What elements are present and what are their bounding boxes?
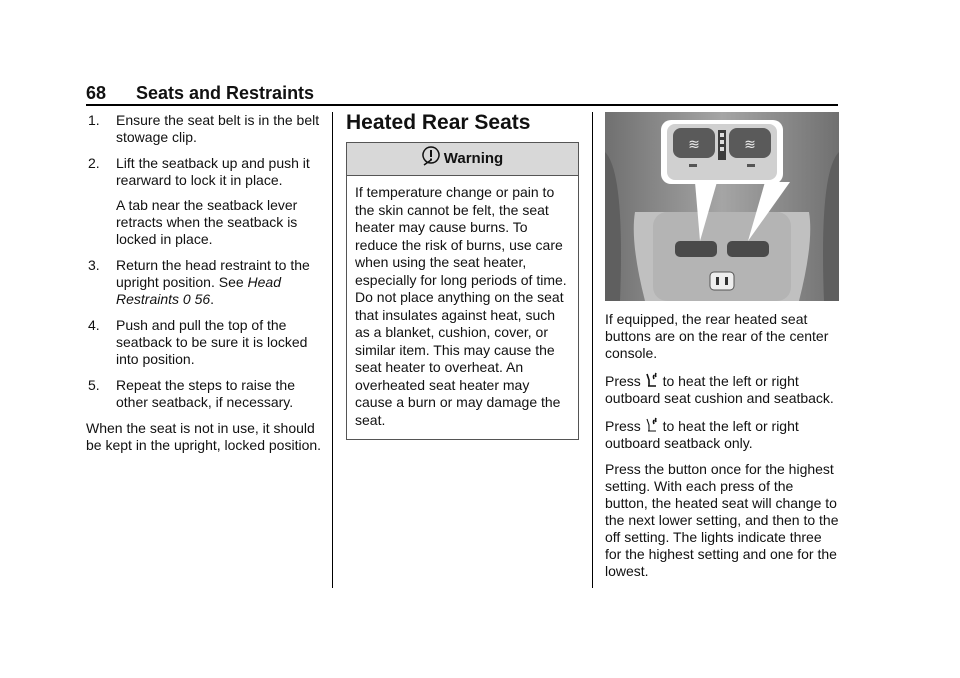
column-divider (332, 112, 333, 588)
step-text: Return the head restraint to the upright position. See (116, 257, 310, 290)
section-heading: Heated Rear Seats (346, 111, 531, 134)
step-number: 1. (88, 112, 100, 128)
closing-paragraph: When the seat is not in use, it should be kept in the upright, locked position. (86, 420, 322, 453)
press-text: outboard seatback only. (605, 435, 753, 451)
middle-column (346, 112, 579, 440)
step-2-note: A tab near the seatback lever retracts when the seatback is locked in place. (116, 197, 298, 247)
warning-icon (422, 146, 440, 166)
step-number: 5. (88, 377, 100, 393)
column-divider (592, 112, 593, 588)
step-number: 4. (88, 317, 100, 333)
left-column (86, 112, 324, 463)
press-text: Press (605, 373, 641, 389)
heated-seatback-icon (645, 416, 659, 434)
press-text: to heat the left or right (662, 418, 799, 434)
svg-text:≋: ≋ (744, 137, 756, 153)
step-number: 3. (88, 257, 100, 273)
warning-box (346, 142, 579, 440)
intro-paragraph: If equipped, the rear heated seat buttons are on the rear of the center console. (605, 311, 829, 361)
console-photo (605, 112, 839, 301)
step-2 (86, 155, 324, 189)
page-number: 68 (86, 83, 107, 103)
head-restraints-link[interactable]: Head Restraints (116, 274, 281, 307)
step-text: Lift the seatback up and push it rearward to lock it in place. (116, 155, 310, 188)
page-reference[interactable]: 0 56 (182, 291, 211, 307)
warning-header (347, 143, 578, 176)
svg-text:≋: ≋ (688, 137, 700, 153)
step-5 (86, 377, 324, 411)
press-instruction-1 (605, 371, 839, 407)
step-1 (86, 112, 324, 146)
press-text: Press (605, 418, 641, 434)
press-text: outboard seat cushion and seatback. (605, 390, 834, 406)
heated-seat-icon (645, 371, 659, 389)
right-column (605, 112, 839, 589)
warning-title: Warning (443, 150, 504, 167)
step-text: Ensure the seat belt is in the belt stowage clip. (116, 112, 320, 145)
press-text: to heat the left or right (662, 373, 799, 389)
step-end: . (210, 291, 215, 307)
press-instruction-2 (605, 416, 839, 452)
page-header (86, 80, 838, 106)
section-title: Seats and Restraints (136, 83, 315, 103)
step-text: Push and pull the top of the seatback to be sure it is locked into position. (116, 317, 308, 367)
step-number: 2. (88, 155, 100, 171)
setting-description: Press the button once for the highest setting. With each press of the button, the heated seat will change to the next lower setting, and then to the off setting. The lights indicate three for the highest setting and one for the lowest. (605, 461, 839, 579)
step-text: Repeat the steps to raise the other seatback, if necessary. (116, 377, 295, 410)
step-4 (86, 317, 324, 368)
step-3 (86, 257, 324, 308)
warning-text: If temperature change or pain to the skin cannot be felt, the seat heater may cause burns. To reduce the risk of burns, use care when using the seat heater, especially for long periods of time. Do not place anything on the seat that insulates against heat, such as a blanket, cushion, cover, or similar item. This may cause the seat heater to overheat. An overheated seat heater may cause a burn or may damage the seat. (355, 184, 567, 428)
rear-console-image (605, 112, 839, 301)
